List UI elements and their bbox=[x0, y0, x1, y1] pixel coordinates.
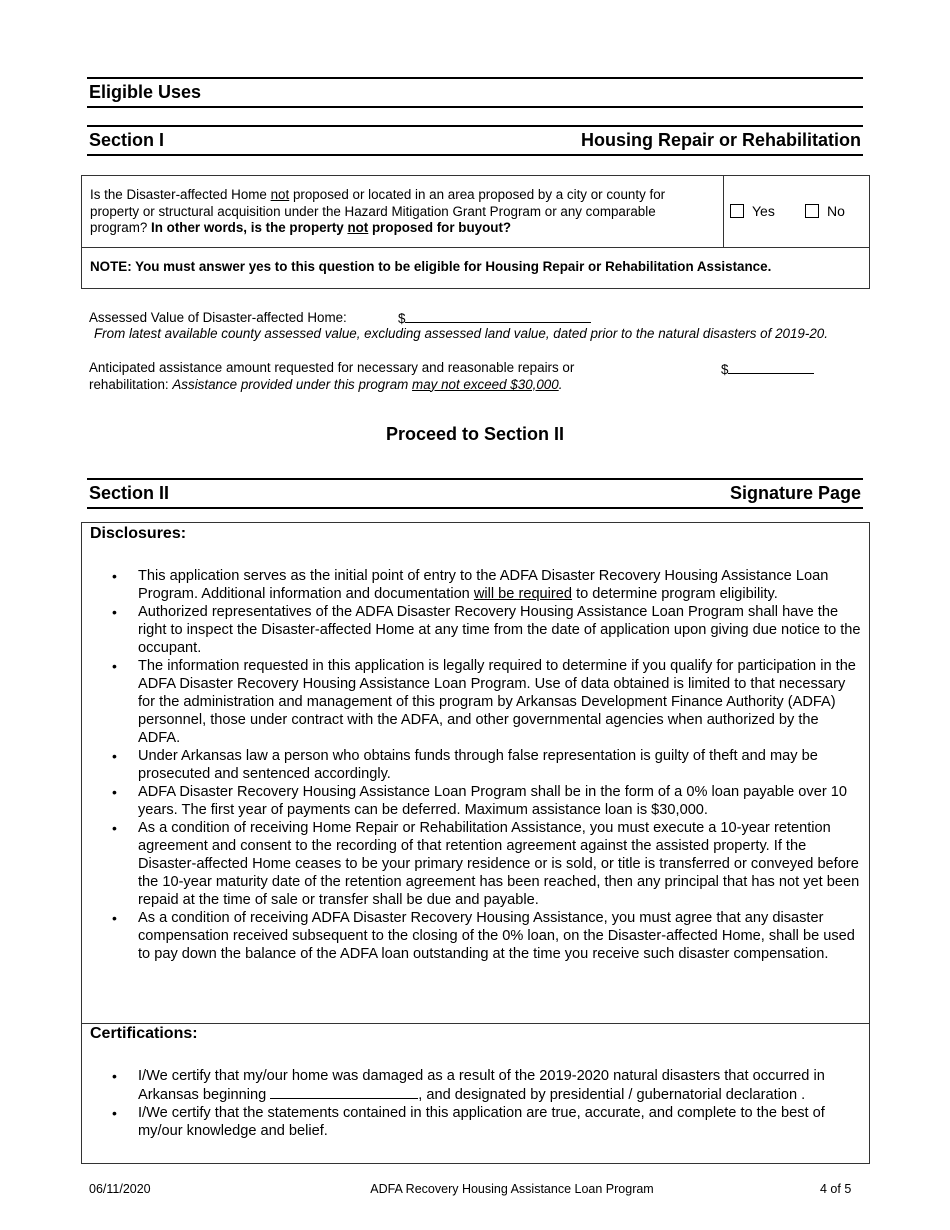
eligible-uses-header bbox=[87, 77, 863, 108]
anticipated-amount-label: Anticipated assistance amount requested for necessary and reasonable repairs or rehabilitation: Assistance provided under this program may not exceed $30,000. bbox=[89, 360, 575, 392]
certifications-list bbox=[82, 1067, 862, 1140]
no-option[interactable] bbox=[805, 203, 845, 219]
buyout-question-box bbox=[81, 175, 870, 289]
footer-program: ADFA Recovery Housing Assistance Loan Program bbox=[370, 1182, 654, 1196]
footer-date: 06/11/2020 bbox=[89, 1182, 151, 1196]
list-item: • As a condition of receiving ADFA Disaster Recovery Housing Assistance, you must agree that any disaster compensation received subsequent to the closing of the 0% loan, on the Disaster-affected Home, shall be used to pay down the balance of the ADFA loan outstanding at the time you receive such disaster compensation. bbox=[82, 909, 862, 963]
list-item: • Authorized representatives of the ADFA Disaster Recovery Housing Assistance Loan Program shall have the right to inspect the Disaster-affected Home at any time from the date of application upon giving due notice to the occupant. bbox=[82, 603, 862, 657]
assessed-value-label: Assessed Value of Disaster-affected Home: bbox=[89, 310, 347, 325]
yes-option[interactable] bbox=[730, 203, 775, 219]
yes-checkbox[interactable] bbox=[730, 204, 744, 218]
assessed-value-note: From latest available county assessed value, excluding assessed land value, dated prior to the natural disasters of 2019-20. bbox=[94, 326, 828, 341]
assessed-value-field[interactable] bbox=[398, 308, 591, 326]
anticipated-amount-field[interactable] bbox=[721, 359, 814, 377]
certifications-title: Certifications: bbox=[90, 1025, 198, 1042]
eligible-uses-title: Eligible Uses bbox=[89, 82, 202, 102]
footer-page-number: 4 of 5 bbox=[820, 1182, 852, 1196]
list-item: • I/We certify that the statements contained in this application are true, accurate, and complete to the best of my/our knowledge and belief. bbox=[82, 1104, 862, 1140]
list-item: • As a condition of receiving Home Repair or Rehabilitation Assistance, you must execute a 10-year retention agreement and consent to the recording of that retention agreement against the assisted property. If the Disaster-affected Home ceases to be your primary residence or is sold, or title is transferred or conveyed before the 10-year maturity date of the retention agreement has been reached, then any principal that has not yet been repaid at the time of sale or transfer shall be due and payable. bbox=[82, 819, 862, 909]
yes-label: Yes bbox=[752, 203, 775, 219]
eligibility-note: NOTE: You must answer yes to this question to be eligible for Housing Repair or Rehabilitation Assistance. bbox=[90, 259, 772, 274]
no-checkbox[interactable] bbox=[805, 204, 819, 218]
assessed-value-input-line[interactable] bbox=[405, 308, 591, 323]
section1-header bbox=[87, 125, 863, 156]
disclosures-certifications-box bbox=[81, 522, 870, 1164]
anticipated-currency: $ bbox=[721, 362, 729, 377]
section2-title: Signature Page bbox=[729, 483, 861, 503]
list-item: • Under Arkansas law a person who obtains funds through false representation is guilty of theft and may be prosecuted and sentenced accordingly. bbox=[82, 747, 862, 783]
disaster-start-date-line[interactable] bbox=[270, 1085, 418, 1099]
section1-label: Section I bbox=[89, 130, 165, 150]
section2-label: Section II bbox=[89, 483, 170, 503]
disclosures-title: Disclosures: bbox=[90, 525, 187, 542]
list-item: • This application serves as the initial point of entry to the ADFA Disaster Recovery Housing Assistance Loan Program. Additional information and documentation will be required to determine program eligibility. bbox=[82, 567, 862, 603]
no-label: No bbox=[827, 203, 845, 219]
proceed-instruction: Proceed to Section II bbox=[385, 424, 565, 444]
list-item: • ADFA Disaster Recovery Housing Assistance Loan Program shall be in the form of a 0% loan payable over 10 years. The first year of payments can be deferred. Maximum assistance loan is $30,000. bbox=[82, 783, 862, 819]
section2-header bbox=[87, 478, 863, 509]
anticipated-amount-input-line[interactable] bbox=[728, 359, 814, 374]
note-divider bbox=[82, 247, 869, 248]
list-item: • I/We certify that my/our home was damaged as a result of the 2019-2020 natural disasters that occurred in Arkansas beginning , and designated by presidential / gubernatorial declaration . bbox=[82, 1067, 862, 1104]
section1-title: Housing Repair or Rehabilitation bbox=[580, 130, 861, 150]
list-item: • The information requested in this application is legally required to determine if you qualify for participation in the ADFA Disaster Recovery Housing Assistance Loan Program. Use of data obtained is limited to that necessary for the administration and management of this program by Arkansas Development Finance Authority (ADFA) personnel, those under contract with the ADFA, and other governmental agencies when authorized by the ADFA. bbox=[82, 657, 862, 747]
buyout-question: Is the Disaster-affected Home not proposed or located in an area proposed by a city or county for property or structural acquisition under the Hazard Mitigation Grant Program or any comparable program? In other words, is the property not proposed for buyout? bbox=[90, 187, 666, 235]
disclosures-list bbox=[82, 567, 862, 963]
question-divider bbox=[723, 176, 724, 247]
assessed-currency: $ bbox=[398, 311, 406, 326]
certifications-divider bbox=[82, 1023, 869, 1024]
